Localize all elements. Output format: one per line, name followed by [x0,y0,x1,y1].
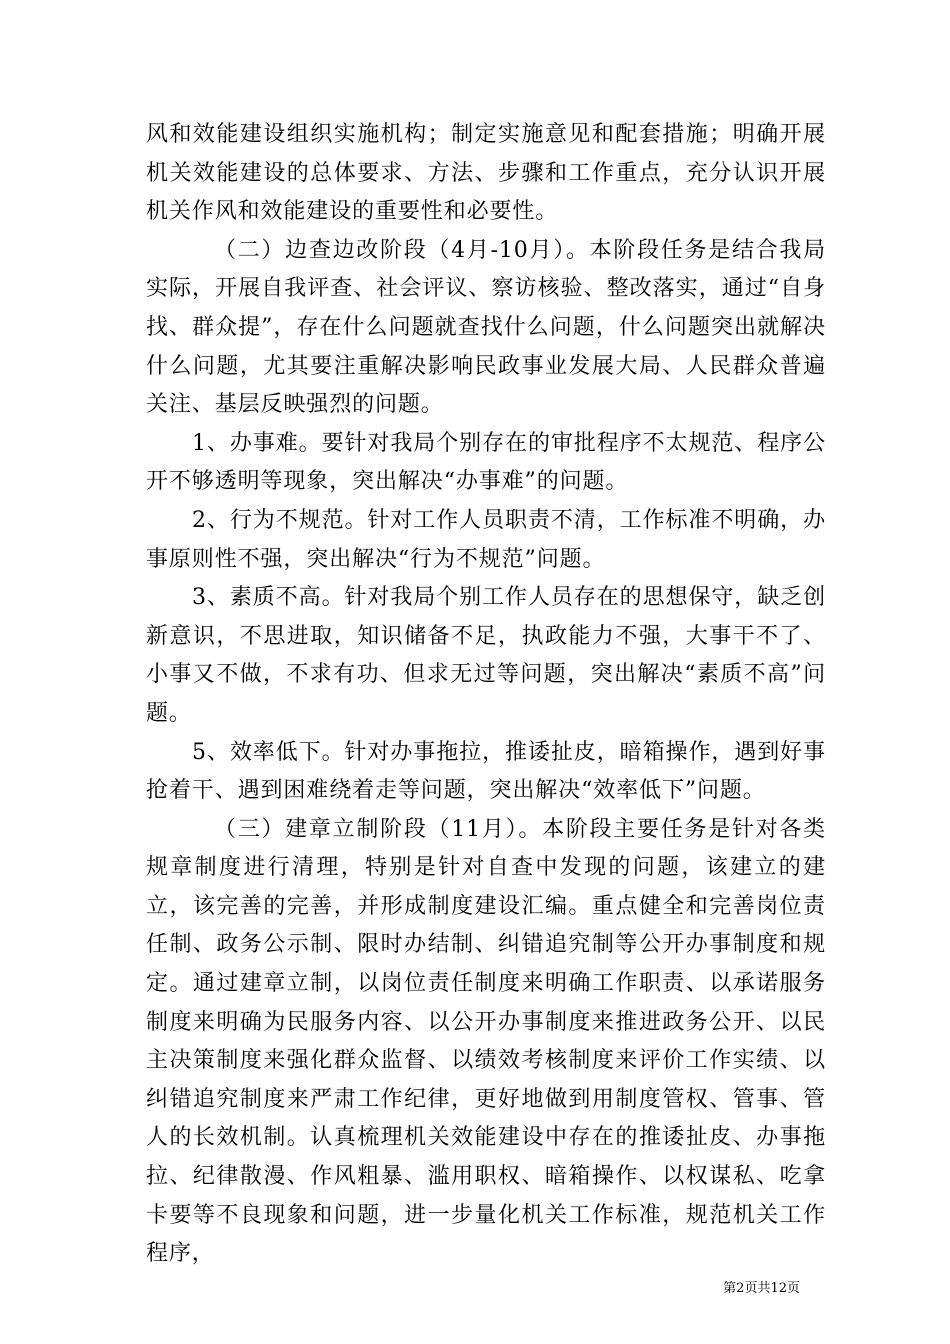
paragraph-item-5: 5、效率低下。针对办事拖拉，推诿扯皮，暗箱操作，遇到好事抢着干、遇到困难绕着走等问题，突出解决“效率低下”问题。 [146,739,826,804]
paragraph-item-2: 2、行为不规范。针对工作人员职责不清，工作标准不明确，办事原则性不强，突出解决“行为不规范”问题。 [146,507,826,572]
document-body [146,116,826,1274]
paragraph-continuation: 风和效能建设组织实施机构；制定实施意见和配套措施；明确开展机关效能建设的总体要求、方法、步骤和工作重点，充分认识开展机关作风和效能建设的重要性和必要性。 [146,122,826,225]
paragraph-section-three: （三）建章立制阶段（11月）。本阶段主要任务是针对各类规章制度进行清理，特别是针对自查中发现的问题，该建立的建立，该完善的完善，并形成制度建设汇编。重点健全和完善岗位责任制、政务公示制、限时办结制、纠错追究制等公开办事制度和规定。通过建章立制，以岗位责任制度来明确工作职责、以承诺服务制度来明确为民服务内容、以公开办事制度来推进政务公开、以民主决策制度来强化群众监督、以绩效考核制度来评价工作实绩、以纠错追究制度来严肃工作纪律，更好地做到用制度管权、管事、管人的长效机制。认真梳理机关效能建设中存在的推诿扯皮、办事拖拉、纪律散漫、作风粗暴、滥用职权、暗箱操作、以权谋私、吃拿卡要等不良现象和问题，进一步量化机关工作标准，规范机关工作程序， [146,816,826,1267]
paragraph-section-two: （二）边查边改阶段（4月-10月）。本阶段任务是结合我局实际，开展自我评查、社会评议、察访核验、整改落实，通过“自身找、群众提”，存在什么问题就查找什么问题，什么问题突出就解决什么问题，尤其要注重解决影响民政事业发展大局、人民群众普遍关注、基层反映强烈的问题。 [146,237,826,418]
paragraph-item-3: 3、素质不高。针对我局个别工作人员存在的思想保守，缺乏创新意识，不思进取，知识储备不足，执政能力不强，大事干不了、小事又不做，不求有功、但求无过等问题，突出解决“素质不高”问题。 [146,585,826,726]
page-number-footer: 第2页共12页 [723,1281,800,1296]
paragraph-item-1: 1、办事难。要针对我局个别存在的审批程序不太规范、程序公开不够透明等现象，突出解决“办事难”的问题。 [146,430,826,495]
